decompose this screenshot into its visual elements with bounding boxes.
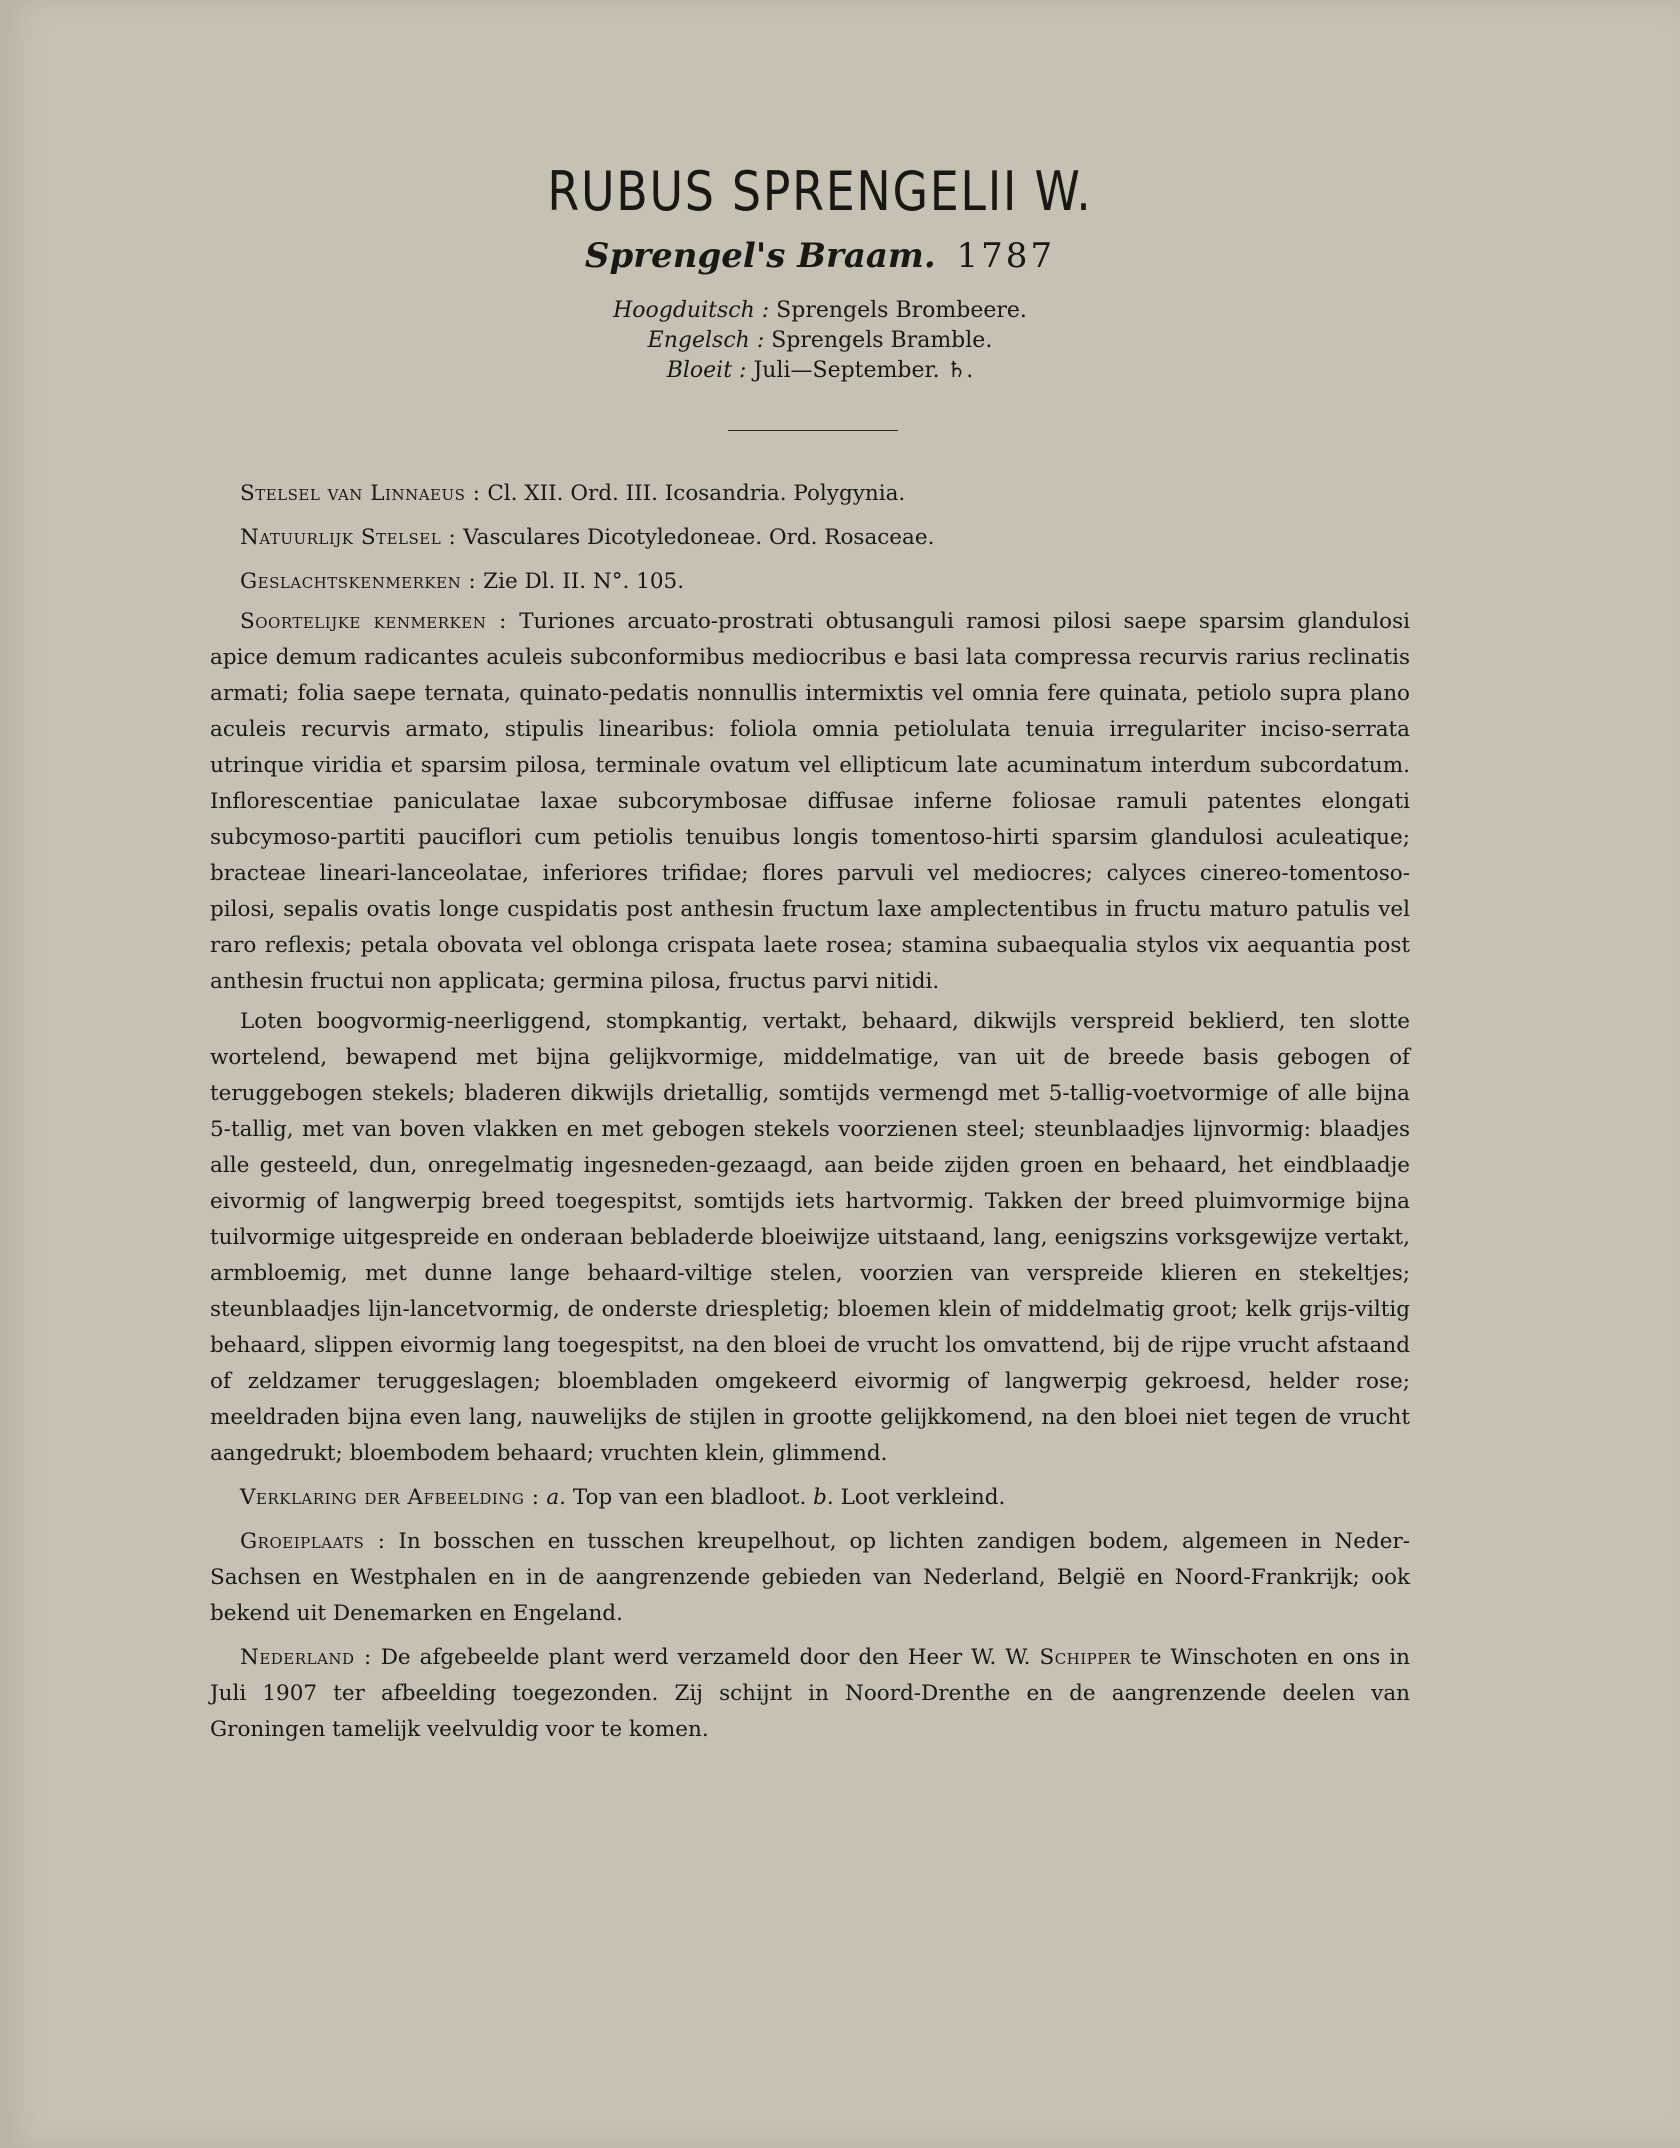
german-value: Sprengels Brombeere. (776, 298, 1027, 323)
figure-a-text: Top van een bladloot. (572, 1485, 807, 1510)
species-paragraph (210, 604, 1410, 1000)
genus-paragraph (210, 564, 1410, 600)
main-text (210, 476, 1410, 1752)
species-label: Soortelijke kenmerken : (240, 609, 507, 634)
plate-number: 1787 (956, 236, 1056, 276)
natural-label: Natuurlijk Stelsel : (240, 525, 457, 550)
english-value: Sprengels Bramble. (771, 328, 993, 353)
figure-b-letter: b. (813, 1485, 834, 1510)
species-text: Turiones arcuato-prostrati obtusanguli ramosi pilosi saepe sparsim glandulosi apice demum radicantes aculeis subconformibus mediocribus e basi lata compressa recurvis rarius reclinatis armati; folia saepe ternata, quinato-pedatis nonnullis intermixtis vel omnia fere quinata, petiolo supra plano aculeis recurvis armato, stipulis linearibus: foliola omnia petiolulata tenuia irregulariter inciso-serrata utrinque viridia et sparsim pilosa, terminale ovatum vel ellipticum late acuminatum interdum subcordatum. Inflorescentiae paniculatae laxae subcorymbosae diffusae inferne foliosae ramuli patentes elongati subcymoso-partiti pauciflori cum petiolis tenuibus longis tomentoso-hirti sparsim glandulosi aculeatique; bracteae lineari-lanceolatae, inferiores trifidae; flores parvuli vel mediocres; calyces cinereo-tomentoso-pilosi, sepalis ovatis longe cuspidatis post anthesin fructum laxe amplectentibus in fructu maturo patulis vel raro reflexis; petala obovata vel oblonga crispata laete rosea; stamina subaequalia stylos vix aequantia post anthesin fructui non applicata; germina pilosa, fructus parvi nitidi. (210, 609, 1410, 994)
genus-label: Geslachtskenmerken : (240, 569, 477, 594)
linnaeus-label: Stelsel van Linnaeus : (240, 481, 481, 506)
netherlands-paragraph (210, 1640, 1410, 1748)
figure-b-text: Loot verkleind. (840, 1485, 1006, 1510)
figure-label: Verklaring der Afbeelding : (240, 1485, 540, 1510)
page-title: RUBUS SPRENGELII W. (547, 160, 1093, 223)
genus-text: Zie Dl. II. N°. 105. (483, 569, 685, 594)
english-name-line (0, 326, 1640, 356)
figure-paragraph (210, 1480, 1410, 1516)
bloom-line (0, 356, 1640, 386)
english-label: Engelsch : (647, 328, 765, 353)
linnaeus-text: Cl. XII. Ord. III. Icosandria. Polygynia. (487, 481, 906, 506)
habitat-paragraph (210, 1524, 1410, 1632)
bloom-label: Bloeit : (666, 358, 747, 383)
german-label: Hoogduitsch : (613, 298, 770, 323)
natural-system-paragraph (210, 520, 1410, 556)
linnaeus-paragraph (210, 476, 1410, 512)
habitat-label: Groeiplaats : (240, 1529, 386, 1554)
collector-name: Schipper (1039, 1645, 1132, 1670)
subtitle (0, 236, 1640, 276)
netherlands-label: Nederland : (240, 1645, 372, 1670)
natural-text: Vasculares Dicotyledoneae. Ord. Rosaceae. (463, 525, 935, 550)
netherlands-text-2: te Winschoten en ons in Juli 1907 ter afbeelding toegezonden. Zij schijnt in Noord-Drenthe en de aangrenzende deelen van Groningen tamelijk veelvuldig voor te komen. (210, 1645, 1411, 1742)
netherlands-text-1: De afgebeelde plant werd verzameld door den Heer W. W. (380, 1645, 1031, 1670)
vernacular-names (0, 296, 1640, 386)
bloom-value: Juli—September. ♄. (753, 358, 974, 383)
german-name-line (0, 296, 1640, 326)
dutch-description: Loten boogvormig-neerliggend, stompkantig, vertakt, behaard, dikwijls verspreid beklierd, ten slotte wortelend, bewapend met bijna gelijkvormige, middelmatige, van uit de breede basis gebogen of teruggebogen stekels; bladeren dikwijls drietallig, somtijds vermengd met 5-tallig-voetvormige of alle bijna 5-tallig, met van boven vlakken en met gebogen stekels voorzienen steel; steunblaadjes lijnvormig: blaadjes alle gesteeld, dun, onregelmatig ingesneden-gezaagd, aan beide zijden groen en behaard, het eindblaadje eivormig of langwerpig breed toegespitst, somtijds iets hartvormig. Takken der breed pluimvormige bijna tuilvormige uitgespreide en onderaan bebladerde bloeiwijze uitstaand, lang, eenigszins vorksgewijze vertakt, armbloemig, met dunne lange behaard-viltige stelen, voorzien van verspreide klieren en stekeltjes; steunblaadjes lijn-lancetvormig, de onderste driespletig; bloemen klein of middelmatig groot; kelk grijs-viltig behaard, slippen eivormig lang toegespitst, na den bloei de vrucht los omvattend, bij de rijpe vrucht afstaand of zeldzamer teruggeslagen; bloembladen omgekeerd eivormig of langwerpig gekroesd, helder rose; meeldraden bijna even lang, nauwelijks de stijlen in grootte gelijkkomend, na den bloei niet tegen de vrucht aangedrukt; bloembodem behaard; vruchten klein, glimmend. (210, 1009, 1410, 1466)
divider (728, 430, 898, 431)
figure-a-letter: a. (546, 1485, 566, 1510)
habitat-text: In bosschen en tusschen kreupelhout, op lichten zandigen bodem, algemeen in Neder-Sachsen en Westphalen en in de aangrenzende gebieden van Nederland, België en Noord-Frankrijk; ook bekend uit Denemarken en Engeland. (210, 1529, 1410, 1626)
common-name: Sprengel's Braam. (584, 236, 936, 276)
